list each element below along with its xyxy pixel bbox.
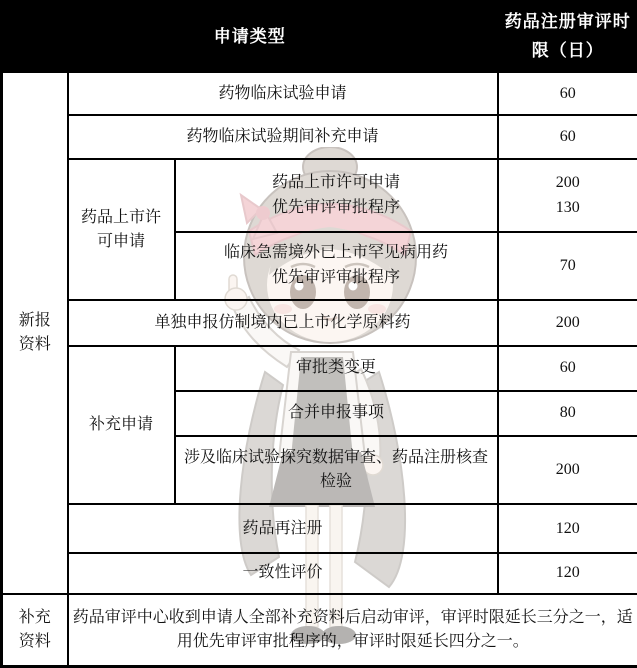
table-row [2,159,637,231]
cell-type-marketing-priority [175,159,498,231]
cell-type-urgent-overseas-rare-line2: 优先审评审批程序 [271,269,400,287]
cell-days-clinical-trial: 60 [498,72,637,115]
cell-days-marketing-priority-line1: 200 [555,173,580,191]
rowgroup-new-submission-line1: 新报 [18,311,51,329]
cell-days-clinical-trial-supplement: 60 [498,115,637,159]
table-row [2,504,637,552]
cell-days-standalone-generic-api: 200 [498,300,637,345]
cell-days-marketing-priority [498,159,637,231]
cell-days-marketing-priority-line2: 130 [555,198,580,216]
cell-days-combined-filing: 80 [498,391,637,436]
table-row [2,300,637,345]
cell-type-approval-change: 审批类变更 [175,346,498,391]
supplementary-material-note: 药品审评中心收到申请人全部补充资料后启动审评，审评时限延长三分之一，适用优先审评审批程序的，审评时限延长四分之一。 [68,594,637,667]
cell-type-clinical-trial: 药物临床试验申请 [68,72,498,115]
cell-type-clinical-trial-supplement: 药物临床试验期间补充申请 [68,115,498,159]
cell-type-consistency-evaluation: 一致性评价 [68,553,498,594]
cell-type-marketing-priority-line1: 药品上市许可申请 [271,173,400,191]
table-row [2,72,637,115]
cell-type-urgent-overseas-rare-line1: 临床急需境外已上市罕见病用药 [223,244,448,262]
subgroup-marketing-authorization-line2: 可申请 [96,232,145,250]
cell-type-data-review-inspection: 涉及临床试验探究数据审查、药品注册核查检验 [175,436,498,504]
table-row [2,115,637,159]
table-row [2,553,637,594]
cell-days-consistency-evaluation: 120 [498,553,637,594]
cell-type-re-registration: 药品再注册 [68,504,498,552]
table-footer-row [2,594,637,667]
header-review-days: 药品注册审评时限（日） [498,2,637,72]
rowgroup-supplementary-material-line1: 补充 [18,608,51,626]
table-header-row [2,2,637,72]
rowgroup-new-submission-line2: 资料 [18,335,51,353]
table-row [2,346,637,391]
cell-days-approval-change: 60 [498,346,637,391]
cell-days-data-review-inspection: 200 [498,436,637,504]
cell-days-re-registration: 120 [498,504,637,552]
cell-type-combined-filing: 合并申报事项 [175,391,498,436]
rowgroup-new-submission [2,72,68,594]
cell-days-urgent-overseas-rare: 70 [498,232,637,300]
rowgroup-supplementary-material-line2: 资料 [18,632,51,650]
cell-type-marketing-priority-line2: 优先审评审批程序 [271,198,400,216]
header-application-type: 申请类型 [2,2,498,72]
subgroup-marketing-authorization [68,159,175,300]
subgroup-supplement-application: 补充申请 [68,346,175,505]
cell-type-urgent-overseas-rare [175,232,498,300]
rowgroup-supplementary-material [2,594,68,667]
cell-type-standalone-generic-api: 单独申报仿制境内已上市化学原料药 [68,300,498,345]
subgroup-marketing-authorization-line1: 药品上市许 [80,208,161,226]
